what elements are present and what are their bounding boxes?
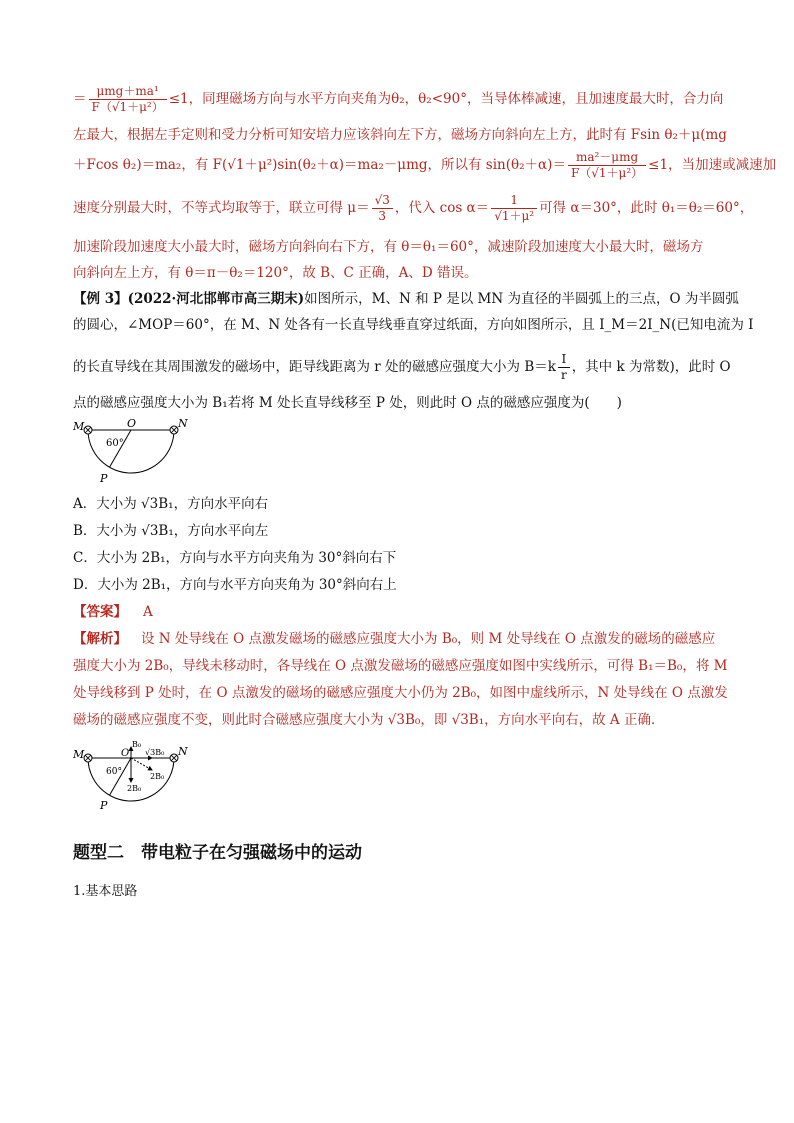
example-question-line-3 [73,352,731,383]
fraction [491,193,537,224]
fraction-numerator: I [558,352,570,368]
fraction [89,84,167,115]
fraction-numerator: ma²－μmg [568,150,646,166]
example-question-line-4: 点的磁感应强度大小为 B₁若将 M 处长直导线移至 P 处，则此时 O 点的磁感应强度为( ) [73,395,622,411]
fraction-denominator: F（√1＋μ²） [570,166,644,180]
text-segment: ＋Fcos θ₂)＝ma₂，有 F(√1＋μ²)sin(θ₂＋α)＝ma₂－μmg，所以有 sin(θ₂＋α)＝ [73,157,566,173]
label-o: O [127,418,137,430]
text-segment: ，代入 cos α＝ [394,200,490,216]
analysis-line-2: 强度大小为 2B₀，导线未移动时，各导线在 O 点激发磁场的磁感应强度如图中实线所示，可得 B₁＝B₀，将 M [73,658,728,674]
solution-line-6: 向斜向左上方，有 θ＝π－θ₂＝120°，故 B、C 正确，A、D 错误。 [73,265,478,281]
analysis-tag: 【解析】 [73,631,127,647]
solution-line-3 [73,150,776,181]
text-segment: 可得 α＝30°，此时 θ₁＝θ₂＝60°， [539,200,754,216]
option-c: C．大小为 2B₁，方向与水平方向夹角为 30°斜向右下 [73,550,397,566]
text-segment: ，其中 k 为常数)，此时 O [571,359,731,375]
example-question-line-1 [73,290,739,308]
option-b: B．大小为 √3B₁，方向水平向左 [73,523,269,539]
label-2b0-down: 2B₀ [127,784,142,793]
analysis-line-1 [73,630,715,648]
label-o: O [121,748,130,759]
answer-line [73,603,153,621]
vector-2b0-dashed [131,758,152,770]
label-n: N [178,418,188,430]
analysis-line-3: 处导线移到 P 处时，在 O 点激发的磁场的磁感应强度大小仍为 2B₀，如图中虚线所示，N 处导线在 O 点激发 [73,685,728,701]
label-m: M [73,748,85,761]
answer-value: A [143,604,153,620]
fraction-denominator: 3 [378,209,387,223]
text-segment: ＝ [73,91,87,107]
solution-line-2: 左最大，根据左手定则和受力分析可知安培力应该斜向左下方，磁场方向斜向左上方，此时有 Fsin θ₂＋μ(mg [73,127,727,143]
semicircle-figure [70,418,190,486]
text-segment: 的长直导线在其周围激发的磁场中，距导线距离为 r 处的磁感应强度大小为 B＝k [73,359,556,375]
example-question-line-2: 的圆心，∠MOP＝60°，在 M、N 处各有一长直导线垂直穿过纸面，方向如图所示，且 I_M＝2I_N(已知电流为 I [73,317,754,333]
label-2b0-right: 2B₀ [150,772,165,781]
section-title: 题型二 带电粒子在匀强磁场中的运动 [73,843,362,863]
text-segment: 速度分别最大时，不等式均取等于，联立可得 μ＝ [73,200,370,216]
label-angle: 60° [106,767,122,777]
fraction-denominator: r [560,368,567,382]
field-vector-figure [70,738,195,810]
analysis-line-4: 磁场的磁感应强度不变，则此时合磁感应强度大小为 √3B₀，即 √3B₁，方向水平向右，故 A 正确． [73,712,665,728]
label-angle: 60° [106,438,124,449]
label-p: P [100,472,108,485]
semicircle-arc [88,430,174,473]
fraction [372,193,393,224]
fraction-numerator: μmg＋ma¹ [89,84,167,100]
fraction-numerator: 1 [491,193,537,209]
fraction-denominator: √1＋μ² [494,209,535,223]
label-sqrt3b0: √3B₀ [145,748,165,757]
example-tag: 【例 3】(2022·河北邯郸市高三期末) [73,291,305,307]
answer-tag: 【答案】 [73,604,127,620]
text-segment: ≤1，同理磁场方向与水平方向夹角为θ₂，θ₂<90°，当导体棒减速，且加速度最大时，合力向 [168,91,724,107]
text-segment: 设 N 处导线在 O 点激发磁场的磁感应强度大小为 B₀，则 M 处导线在 O 点激发的磁场的磁感应 [141,631,716,647]
fraction [568,150,646,181]
fraction-denominator: F（√1＋μ²） [91,100,164,114]
label-p: P [100,799,108,810]
section-subtitle: 1.基本思路 [73,884,138,899]
fraction-numerator: √3 [372,193,393,209]
label-m: M [73,420,85,433]
text-segment: 如图所示，M、N 和 P 是以 MN 为直径的半圆弧上的三点，O 为半圆弧 [304,291,739,307]
solution-line-1 [73,84,723,115]
label-n: N [178,745,188,758]
label-b0: B₀ [132,740,142,749]
solution-line-4 [73,193,753,224]
solution-line-5: 加速阶段加速度大小最大时，磁场方向斜向右下方，有 θ＝θ₁＝60°，减速阶段加速度大小最大时，磁场方 [73,239,704,255]
text-segment: ≤1，当加速或减速加 [648,157,777,173]
option-a: A．大小为 √3B₁，方向水平向右 [73,496,269,512]
option-d: D．大小为 2B₁，方向与水平方向夹角为 30°斜向右上 [73,577,397,593]
fraction [558,352,570,383]
